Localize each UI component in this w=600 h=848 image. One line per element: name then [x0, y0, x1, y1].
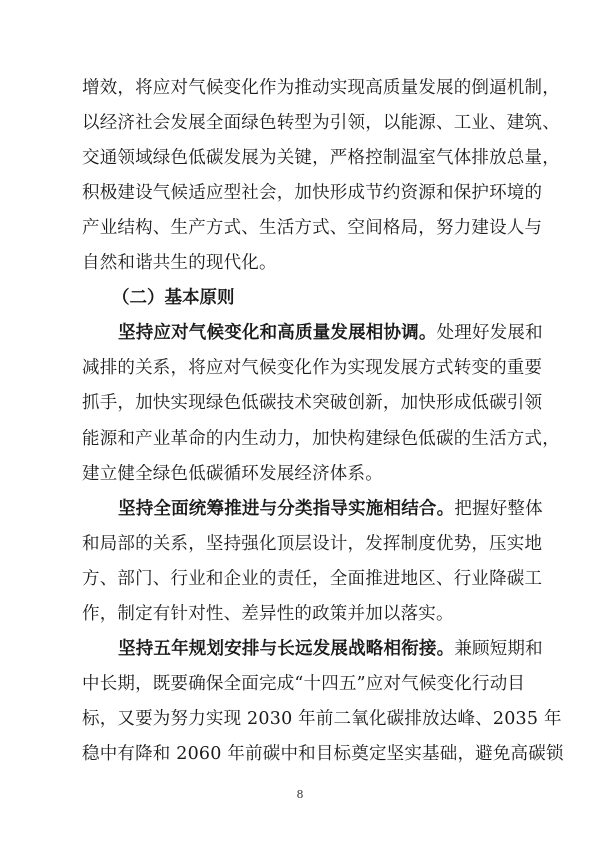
- paragraph-line: 作，制定有针对性、差异性的政策并加以落实。: [82, 603, 454, 624]
- principle-first-line: [118, 321, 543, 345]
- paragraph-line: 交通领域绿色低碳发展为关键，严格控制温室气体排放总量，: [82, 148, 560, 169]
- paragraph-line: 产业结构、生产方式、生活方式、空间格局，努力建设人与: [82, 218, 543, 239]
- paragraph-line: 抓手，加快实现绿色低碳技术突破创新，加快形成低碳引领: [82, 393, 543, 414]
- paragraph-line: 自然和谐共生的现代化。: [82, 253, 277, 274]
- paragraph-line: 减排的关系，将应对气候变化作为实现发展方式转变的重要: [82, 358, 543, 379]
- principle-first-line: [118, 497, 543, 521]
- principle-lead: 坚持应对气候变化和高质量发展相协调。: [118, 323, 437, 344]
- paragraph-line: 和局部的关系，坚持强化顶层设计，发挥制度优势，压实地: [82, 533, 543, 554]
- paragraph-line: 稳中有降和 2060 年前碳中和目标奠定坚实基础，避免高碳锁: [82, 744, 564, 764]
- paragraph-line: 方、部门、行业和企业的责任，全面推进地区、行业降碳工: [82, 568, 543, 589]
- principle-text: 处理好发展和: [436, 323, 543, 344]
- paragraph-line: 能源和产业革命的内生动力，加快构建绿色低碳的生活方式，: [82, 428, 560, 449]
- paragraph-line: 增效，将应对气候变化作为推动实现高质量发展的倒逼机制，: [82, 78, 560, 98]
- principle-text: 把握好整体: [454, 498, 543, 519]
- paragraph-line: 建立健全绿色低碳循环发展经济体系。: [82, 463, 383, 484]
- page-number: 8: [296, 788, 304, 801]
- paragraph-line: 标，又要为努力实现 2030 年前二氧化碳排放达峰、2035 年: [82, 708, 562, 729]
- paragraph-line: 中长期，既要确保全面完成“十四五”应对气候变化行动目: [82, 673, 526, 694]
- principle-lead: 坚持全面统筹推进与分类指导实施相结合。: [118, 498, 455, 519]
- paragraph-line: 以经济社会发展全面绿色转型为引领，以能源、工业、建筑、: [82, 113, 560, 134]
- principle-first-line: [118, 637, 543, 661]
- principle-text: 兼顾短期和: [454, 638, 543, 659]
- paragraph-line: 积极建设气候适应型社会，加快形成节约资源和保护环境的: [82, 183, 543, 204]
- principle-lead: 坚持五年规划安排与长远发展战略相衔接。: [118, 638, 455, 659]
- section-heading: （二）基本原则: [112, 288, 235, 309]
